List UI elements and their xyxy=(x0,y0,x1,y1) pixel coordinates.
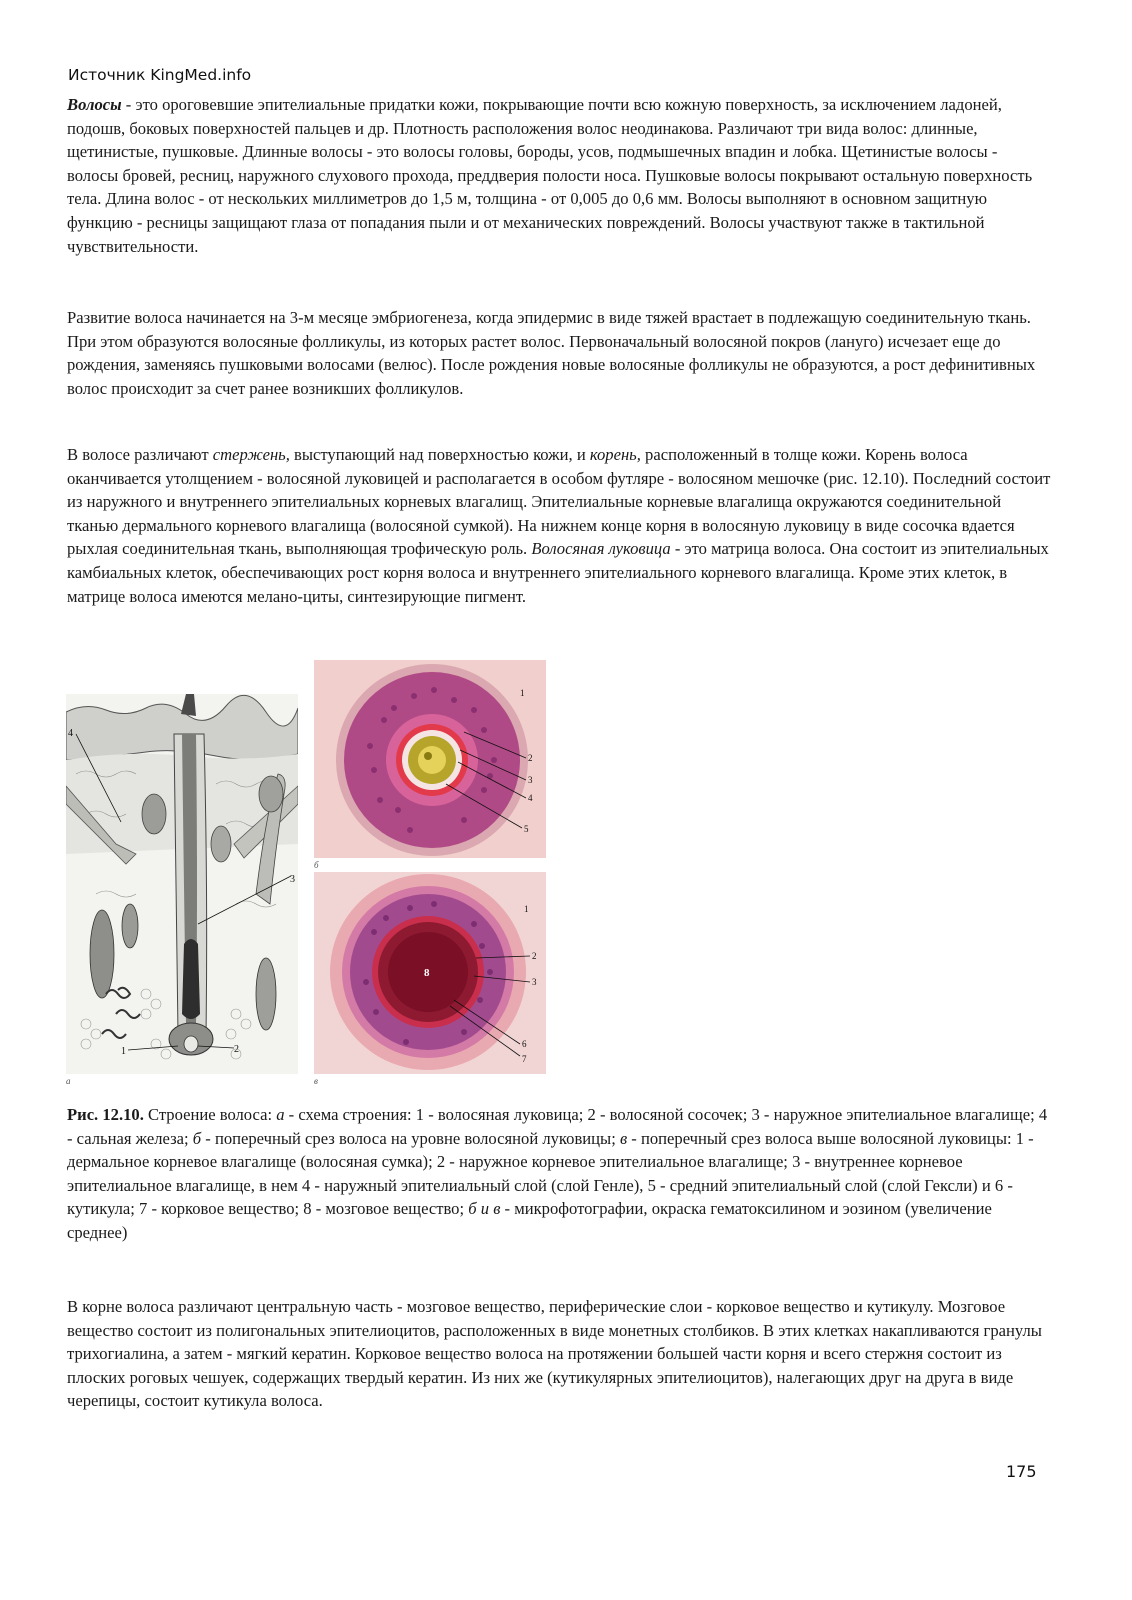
panel-label-b: б xyxy=(314,860,319,870)
callout-a-1: 1 xyxy=(121,1046,126,1057)
caption-panel-ref: б xyxy=(192,1128,202,1148)
caption-panel-ref: а xyxy=(276,1105,285,1124)
callout-a-3: 3 xyxy=(290,874,295,885)
paragraph-1-text: - это ороговевшие эпителиальные придатки кожи, покрывающие почти всю кожную поверхность, за исключением ладоней, подошв, боковых поверхностей пальцев и др. Плотность расположения волос неодинакова. Различают три вида волос: длинные, щетинистые, пушковые. Длинные волосы - это волосы головы, бороды, усов, подмышечных впадин и лобка. Щетинистые волосы - волосы бровей, ресниц, наружного слухового прохода, преддверия полости носа. Пушковые волосы покрывают остальную поверхность тела. Длина волос - от нескольких миллиметров до 1,5 м, толщина - от 0,005 до 0,6 мм. Волосы выполняют в основном защитную функцию - ресницы защищают глаза от попадания пыли и от механических повреждений. Волосы участвуют также в тактильной чувствительности. xyxy=(67,95,1033,256)
hair-schematic-drawing xyxy=(66,694,298,1074)
callout-c-8: 8 xyxy=(424,967,430,979)
caption-text: Строение волоса: xyxy=(143,1105,277,1124)
bulb-cross-section-micrograph xyxy=(314,660,546,858)
figure-panel-c-micrograph xyxy=(314,872,546,1074)
paragraph-3-text: выступающий над поверхностью кожи, и xyxy=(289,445,590,464)
page-number: 175 xyxy=(1006,1462,1037,1481)
callout-b-2: 2 xyxy=(528,753,533,763)
paragraph-3-text: - это матрица волоса. Она состоит из эпителиальных камбиальных клеток, обеспечивающих рост корня волоса и внутреннего эпителиального корневого влагалища. Кроме этих клеток, в матрице волоса имеются мелано-циты, синтезирующие пигмент. xyxy=(67,539,1049,606)
caption-text: - схема строения: 1 - волосяная луковица; 2 - волосяной сосочек; 3 - наружное эпителиальное влагалище; 4 - сальная железа; xyxy=(67,1105,1048,1148)
term-hair-bulb: Волосяная луковица xyxy=(531,539,671,559)
caption-text: - поперечный срез волоса на уровне волосяной луковицы; xyxy=(201,1128,620,1148)
source-header: Источник KingMed.info xyxy=(68,66,252,84)
caption-text: - поперечный срез волоса выше волосяной луковицы: 1 - дермальное корневое влагалище (волосяная сумка); 2 - наружное корневое эпителиальное влагалище; 3 - внутреннее корневое эпителиальное влагалище, в нем 4 - наружный эпителиальный слой (слой Генле), 5 - средний эпителиальный слой (слой Гексли) и 6 - кутикула; 7 - корковое вещество; 8 - мозговое вещество; xyxy=(67,1128,1034,1219)
callout-c-6: 6 xyxy=(522,1039,527,1049)
panel-label-a: а xyxy=(66,1076,71,1086)
callout-a-4: 4 xyxy=(68,728,73,739)
caption-label: Рис. 12.10. xyxy=(67,1105,144,1124)
above-bulb-cross-section-micrograph xyxy=(314,872,546,1074)
paragraph-hair-definition xyxy=(67,93,1052,258)
callout-c-7: 7 xyxy=(522,1054,527,1064)
term-shaft: стержень, xyxy=(212,445,290,464)
callout-c-2: 2 xyxy=(532,951,537,961)
callout-a-2: 2 xyxy=(234,1044,239,1055)
paragraph-4-text: В корне волоса различают центральную часть - мозговое вещество, периферические слои - корковое вещество и кутикулу. Мозговое вещество состоит из полигональных эпителиоцитов, расположенных в виде монетных столбиков. В этих клетках накапливаются гранулы трихогиалина, а затем - мягкий кератин. Корковое вещество волоса на протяжении большей части корня и всего стержня состоит из плоских роговых чешуек, содержащих твердый кератин. Из них же (кутикулярных эпителиоцитов), налегающих друг на друга в виде черепицы, состоит кутикула волоса. xyxy=(67,1297,1042,1411)
paragraph-hair-development xyxy=(67,306,1052,400)
caption-text: - микрофотографии, окраска гематоксилином и эозином (увеличение среднее) xyxy=(67,1199,992,1242)
paragraph-2-text: Развитие волоса начинается на 3-м месяце эмбриогенеза, когда эпидермис в виде тяжей врастает в подлежащую соединительную ткань. При этом образуются волосяные фолликулы, из которых растет волос. Первоначальный волосяной покров (лануго) исчезает еще до рождения, заменяясь пушковыми волосами (велюс). После рождения новые волосяные фолликулы не образуются, а рост дефинитивных волос происходит за счет ранее возникших фолликулов. xyxy=(67,308,1036,398)
callout-c-1: 1 xyxy=(524,904,529,914)
callout-b-1: 1 xyxy=(520,688,525,698)
caption-panel-ref: б и в xyxy=(468,1199,501,1219)
paragraph-root-layers xyxy=(67,1295,1052,1413)
caption-panel-ref: в xyxy=(619,1128,628,1148)
figure-panel-b-micrograph xyxy=(314,660,546,858)
paragraph-3-text: расположенный в толще кожи. Корень волоса оканчивается утолщением - волосяной луковицей и располагается в особом футляре - волосяном мешочке (рис. 12.10). Последний состоит из наружного и внутреннего эпителиальных корневых влагалищ. Эпителиальные корневые влагалища окружаются соединительной тканью дермального корневого влагалища (волосяной сумкой). На нижнем конце корня в волосяную луковицу в виде сосочка вдается рыхлая соединительная ткань, выполняющая трофическую роль. xyxy=(67,445,1051,559)
callout-c-3: 3 xyxy=(532,977,537,987)
figure-panel-a-schematic xyxy=(66,694,298,1074)
term-root: корень, xyxy=(589,445,641,464)
figure-caption xyxy=(67,1103,1052,1245)
callout-b-3: 3 xyxy=(528,775,533,785)
term-hair: Волосы xyxy=(67,95,122,114)
paragraph-3-text: В волосе различают xyxy=(67,445,213,464)
paragraph-hair-structure xyxy=(67,443,1052,608)
callout-b-4: 4 xyxy=(528,793,533,803)
callout-b-5: 5 xyxy=(524,824,529,834)
panel-label-c: в xyxy=(314,1076,318,1086)
